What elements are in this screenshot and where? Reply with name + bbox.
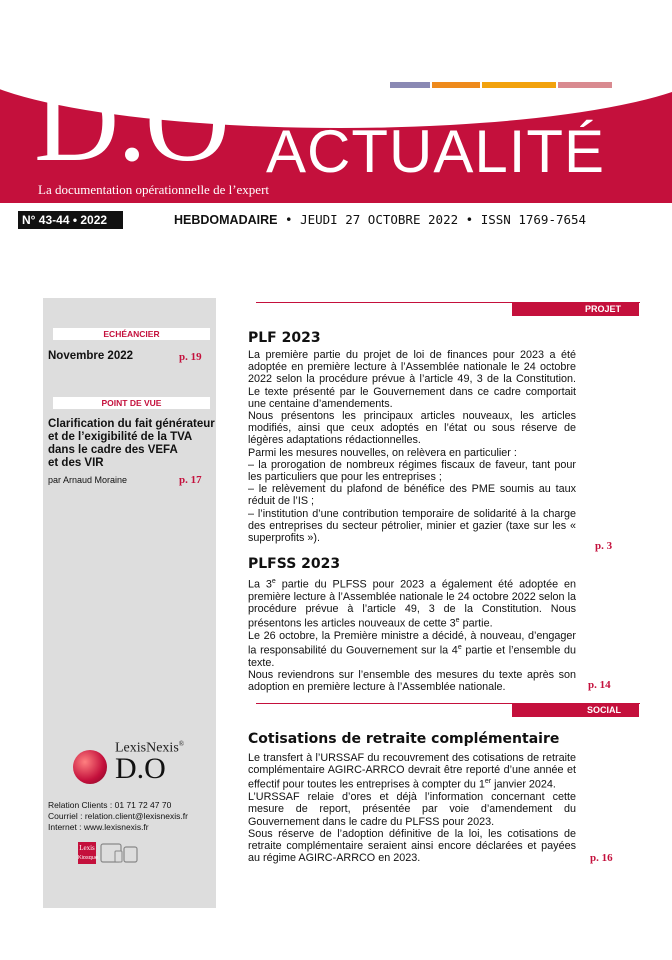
contact-email[interactable]: Courriel : relation.client@lexisnexis.fr [48,811,188,821]
plfss-paragraph: Nous reviendrons sur l’ensemble des mesures du texte après son adoption en première lecture à l’Assemblée nationale. [248,669,576,694]
label-echeancier: ECHÉANCIER [53,328,210,340]
echeancier-page[interactable]: p. 19 [179,351,202,363]
sup: e [457,644,462,652]
category-stripe-fiscal [390,82,430,88]
plfss-paragraph [248,630,576,669]
t: Le transfert à l’URSSAF du recouvrement des cotisations de retraite complémentaire AGIRC-ARRCO devrait être reporté d’une année et effectif pour toutes les entreprises à compter du 1 [248,752,576,791]
devices-icon [100,842,140,864]
plfss-paragraph [248,576,576,630]
tagline: La documentation opérationnelle de l’expert [38,182,270,197]
category-stripe-affaires [558,82,612,88]
plf-paragraph: Parmi les mesures nouvelles, on relèvera en particulier : [248,446,517,459]
contact-phone: Relation Clients : 01 71 72 47 70 [48,800,172,810]
plfss-title: PLFSS 2023 [248,556,341,572]
lexisnexis-text: LexisNexis [115,740,179,756]
issue-info [174,211,586,229]
issue-number: N° 43-44 • 2022 [18,211,123,229]
plfss-body [248,576,576,694]
issue-frequency: HEBDOMADAIRE [174,213,278,227]
plf-body [248,349,576,544]
kiosque-bottom: Kiosque [78,855,98,861]
lexisnexis-globe-icon [73,750,107,784]
point-de-vue-page[interactable]: p. 17 [179,474,202,486]
plf-paragraph: La première partie du projet de loi de finances pour 2023 a été adoptée en première lecture à l’Assemblée nationale le 24 octobre 2022 selon la procédure prévue à l’article 49, 3 de la Constitution. Le texte présenté par le Gouvernement dans ce cadre comportait une centaine d’amendements. [248,349,576,410]
t: Le 26 octobre, la Première ministre a décidé, à nouveau, d’engager la responsabilité du Gouvernement sur la 4 [248,630,576,657]
issue-date: JEUDI 27 OCTOBRE 2022 [300,212,459,227]
logo-do: D.O [34,55,228,186]
issue-issn: ISSN 1769-7654 [480,212,587,227]
category-stripe-social [432,82,480,88]
category-stripe-comptable [482,82,556,88]
pdv-line-1: Clarification du fait générateur [48,418,215,430]
plf-title: PLF 2023 [248,330,321,346]
reg-mark: ® [178,740,185,748]
t: partie. [459,617,493,630]
category-list: FISCAL | SOCIAL | COMPTABLE | AFFAIRES [388,91,617,103]
plf-paragraph: – le relèvement du plafond de bénéfice des PME soumis au taux réduit de l’IS ; [248,483,576,508]
social-paragraph: L’URSSAF relaie d’ores et déjà l’information concernant cette mesure de report, présentée par voie d’amendement du Gouvernement dans le cadre du PLFSS pour 2023. [248,791,576,828]
logo-actualite: ACTUALITÉ [266,118,606,185]
label-point-de-vue: POINT DE VUE [53,397,210,409]
pdv-line-3: dans le cadre des VEFA [48,444,178,456]
pdv-line-2: et de l’exigibilité de la TVA [48,431,193,443]
social-paragraph: Sous réserve de l’adoption définitive de la loi, les cotisations de retraite complémentaire seraient ainsi encore déclarées et payées au régime AGIRC-ARRCO en 2023. [248,827,576,865]
social-page[interactable]: p. 16 [590,852,613,864]
issue-sep-2: • [465,212,474,227]
issue-sep-1: • [285,212,293,227]
do-wordmark: D.O [115,752,166,785]
echeancier-title[interactable]: Novembre 2022 [48,350,134,362]
contact-block [48,800,188,833]
t: La 3 [248,578,272,591]
pdv-line-4: et des VIR [48,457,104,469]
point-de-vue-author: par Arnaud Moraine [48,475,128,485]
plf-paragraph: – la prorogation de nombreux régimes fiscaux de faveur, tant pour les particuliers que pour les entreprises ; [248,458,576,484]
social-paragraph [248,752,576,791]
sup: er [484,778,492,786]
plfss-page[interactable]: p. 14 [588,679,611,691]
lexisnexis-do-logo [73,740,193,788]
tag-projet: PROJET [512,302,639,316]
t: janvier 2024. [491,779,556,791]
t: partie du PLFSS pour 2023 a également été adoptée en première lecture à l’Assemblée nationale le 24 octobre 2022 selon la procédure prévue à l’article 49, 3 de la Constitution. Nous présentons les articles nouveaux de cette 3 [248,578,576,630]
lexis-kiosque-logo [78,842,96,864]
plf-paragraph: – l’institution d’une contribution temporaire de solidarité à la charge des entreprises du secteur pétrolier, minier et gazier (taxe sur les « superprofits »). [248,507,576,545]
kiosque-top: Lexis [79,844,95,852]
contact-website[interactable]: Internet : www.lexisnexis.fr [48,822,149,832]
plf-paragraph: Nous présentons les principaux articles nouveaux, les articles modifiés, ainsi que ceux adoptés en l’état ou sous réserve de légères adaptations rédactionnelles. [248,410,576,447]
social-body [248,752,576,864]
plf-page[interactable]: p. 3 [595,540,613,552]
sup: e [455,617,460,625]
t: partie et l’ensemble du texte. [248,644,577,669]
point-de-vue-title[interactable] [48,418,216,470]
social-title: Cotisations de retraite complémentaire [248,731,560,747]
tag-social: SOCIAL [512,703,639,717]
sup: e [271,578,276,585]
